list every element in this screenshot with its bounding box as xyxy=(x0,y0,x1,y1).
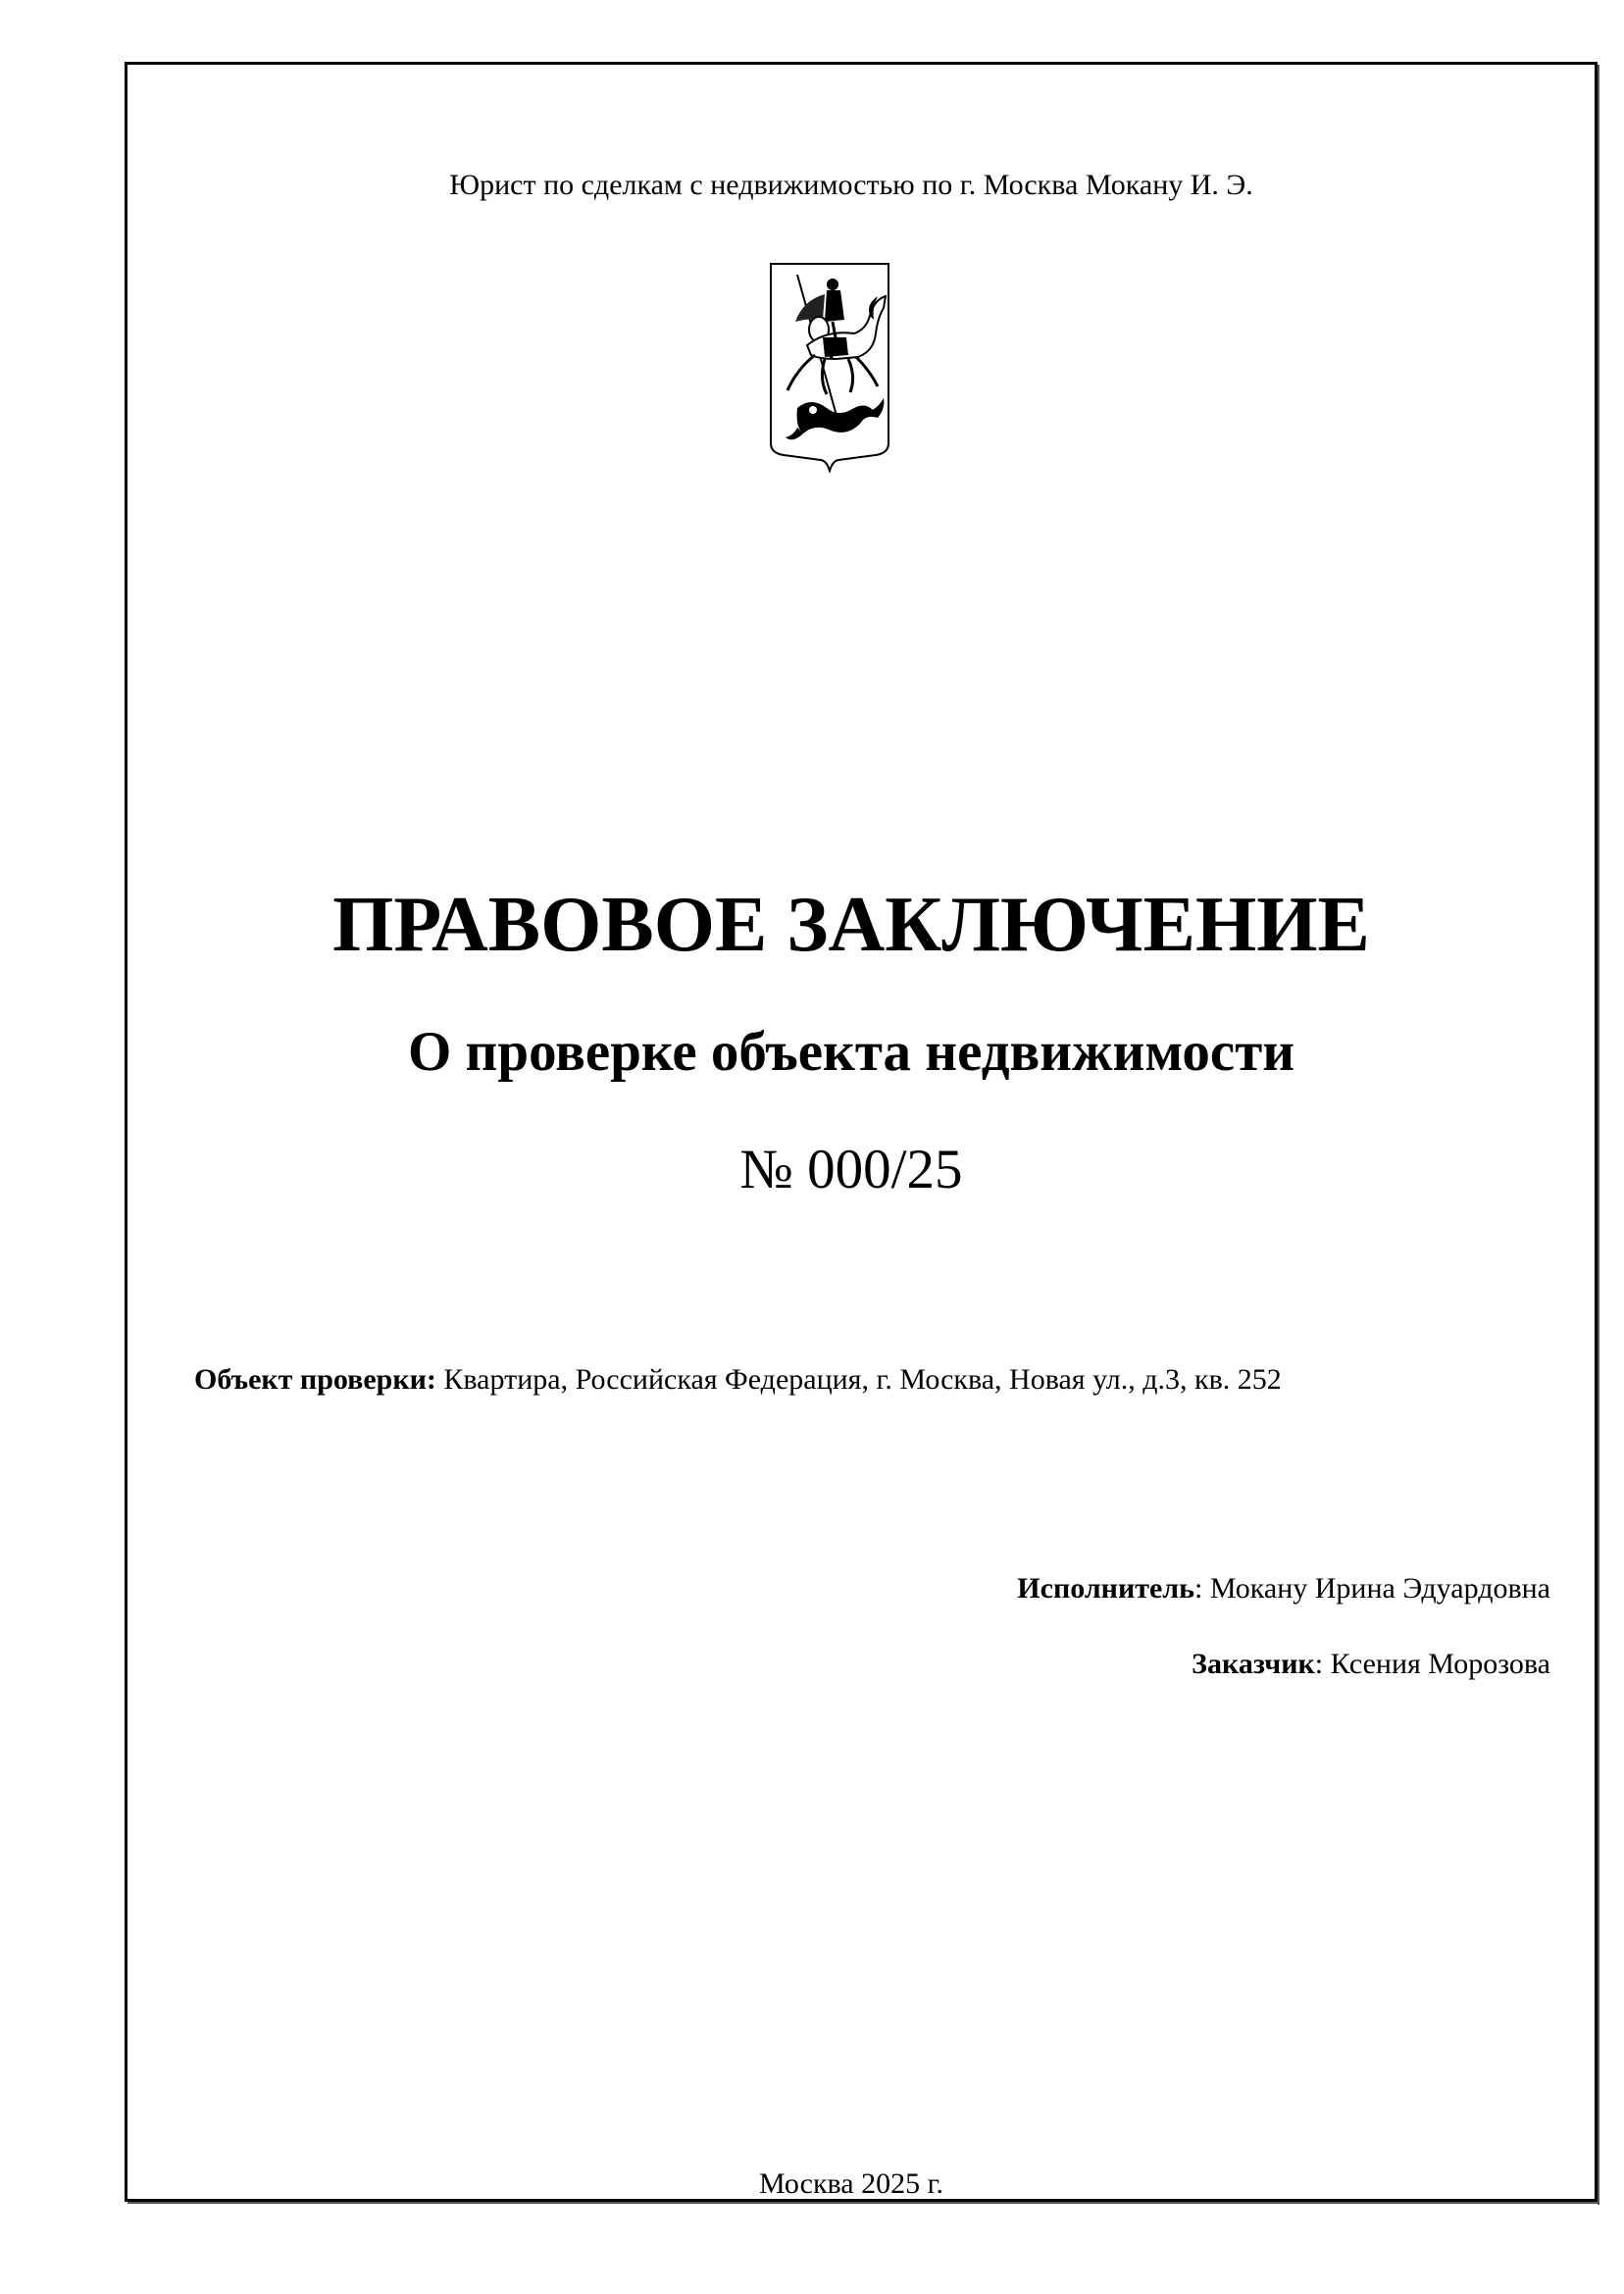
executor-value: : Мокану Ирина Эдуардовна xyxy=(1194,1572,1550,1605)
executor-label: Исполнитель xyxy=(1017,1572,1194,1605)
header-lawyer-line: Юрист по сделкам с недвижимостью по г. Москва Мокану И. Э. xyxy=(449,169,1253,201)
footer-city-year: Москва 2025 г. xyxy=(758,2167,944,2200)
customer-line xyxy=(1192,1648,1550,1681)
executor-line xyxy=(1017,1572,1550,1606)
customer-label: Заказчик xyxy=(1192,1648,1315,1680)
inspection-object-value: Квартира, Российская Федерация, г. Москва, Новая ул., д.3, кв. 252 xyxy=(435,1363,1282,1396)
document-title: ПРАВОВОЕ ЗАКЛЮЧЕНИЕ xyxy=(332,882,1370,968)
page-border-shadow-right xyxy=(1598,65,1599,2205)
inspection-object xyxy=(194,1363,1282,1397)
document-number: № 000/25 xyxy=(739,1139,963,1200)
customer-value: : Ксения Морозова xyxy=(1314,1648,1550,1680)
inspection-object-label: Объект проверки: xyxy=(194,1363,436,1396)
page-border-shadow-bottom xyxy=(127,2202,1599,2204)
moscow-coat-of-arms-icon xyxy=(768,261,891,473)
document-subtitle: О проверке объекта недвижимости xyxy=(407,1021,1295,1083)
